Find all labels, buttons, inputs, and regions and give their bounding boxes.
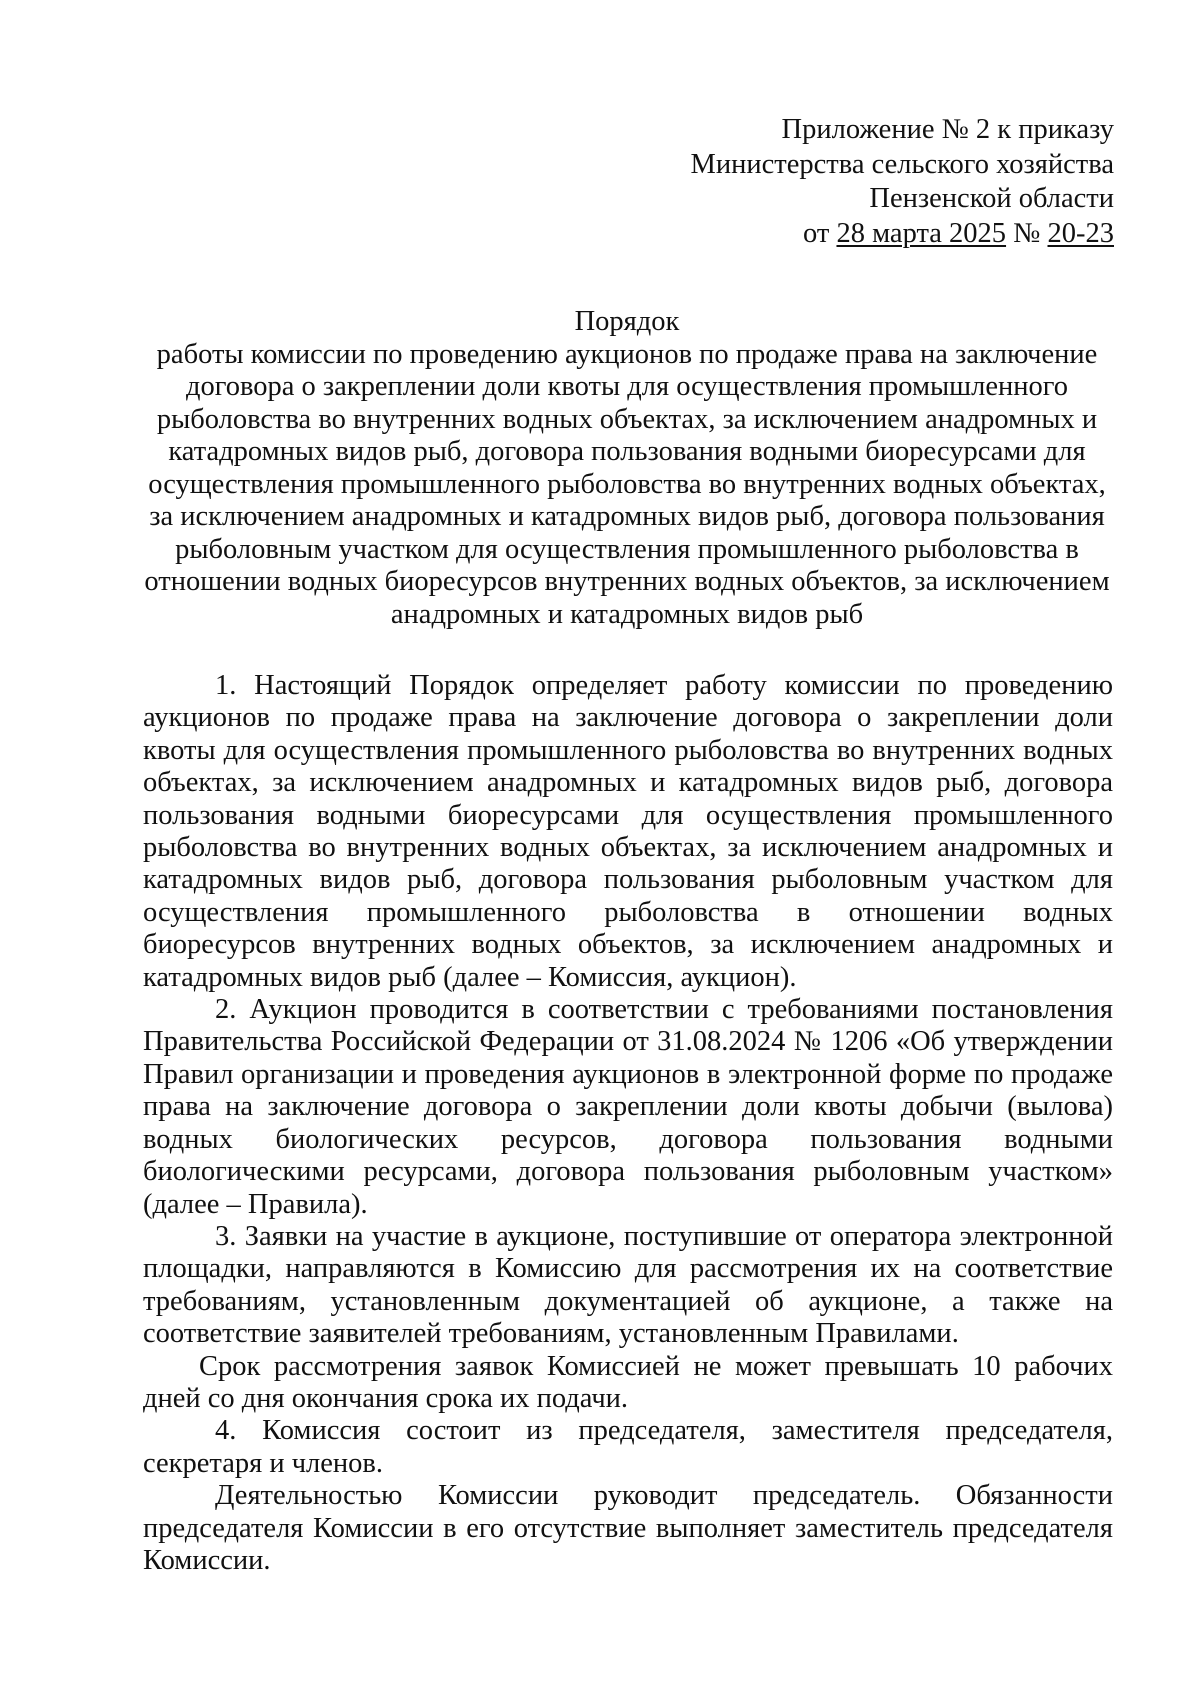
paragraph-3-term: Срок рассмотрения заявок Комиссией не может превышать 10 рабочих дней со дня окончания срока их подачи. (143, 1350, 1113, 1414)
paragraph-2: 2. Аукцион проводится в соответствии с требованиями постановления Правительства Российской Федерации от 31.08.2024 № 1206 «Об утверждении Правил организации и проведения аукционов в электронной форме по продаже права на заключение договора о закреплении доли квоты добычи (вылова) водных биологических ресурсов, договора пользования водными биологическими ресурсами, договора пользования рыболовным участком» (далее – Правила). (143, 994, 1113, 1220)
title-subtitle: работы комиссии по проведению аукционов по продаже права на заключение договора о закреплении доли квоты для осуществления промышленного рыболовства во внутренних водных объектах, за исключением анадромных и катадромных видов рыб, договора пользования водными биоресурсами для осуществления промышленного рыболовства во внутренних водных объектах, за исключением анадромных и катадромных видов рыб, договора пользования рыболовным участком для осуществления промышленного рыболовства в отношении водных биоресурсов внутренних водных объектов, за исключением анадромных и катадромных видов рыб (144, 338, 1110, 630)
document-title (140, 306, 1114, 631)
number-prefix: № (1006, 217, 1048, 249)
title-heading: Порядок (574, 306, 680, 337)
date-prefix: от (803, 217, 837, 249)
order-number: 20-23 (1047, 217, 1114, 249)
attachment-date-line (414, 217, 1114, 252)
attachment-line-2: Министерства сельского хозяйства (690, 148, 1114, 180)
paragraph-3: 3. Заявки на участие в аукционе, поступившие от оператора электронной площадки, направляются в Комиссию для рассмотрения их на соответствие требованиям, установленным документацией об аукционе, а также на соответствие заявителей требованиям, установленным Правилами. (143, 1220, 1113, 1350)
paragraph-4: 4. Комиссия состоит из председателя, заместителя председателя, секретаря и членов. (143, 1415, 1113, 1479)
paragraph-4-chair: Деятельностью Комиссии руководит председатель. Обязанности председателя Комиссии в его отсутствие выполняет заместитель председателя Комиссии. (143, 1480, 1113, 1576)
order-date: 28 марта 2025 (836, 217, 1007, 249)
paragraph-1: 1. Настоящий Порядок определяет работу комиссии по проведению аукционов по продаже права на заключение договора о закреплении доли квоты для осуществления промышленного рыболовства во внутренних водных объектах, за исключением анадромных и катадромных видов рыб, договора пользования водными биоресурсами для осуществления промышленного рыболовства во внутренних водных объектах, за исключением анадромных и катадромных видов рыб, договора пользования рыболовным участком для осуществления промышленного рыболовства в отношении водных биоресурсов внутренних водных объектов, за исключением анадромных и катадромных видов рыб (далее – Комиссия, аукцион). (143, 670, 1113, 993)
attachment-header (414, 113, 1114, 251)
attachment-line-3: Пензенской области (869, 183, 1114, 214)
document-body (143, 670, 1113, 1577)
attachment-line-1: Приложение № 2 к приказу (781, 114, 1114, 145)
